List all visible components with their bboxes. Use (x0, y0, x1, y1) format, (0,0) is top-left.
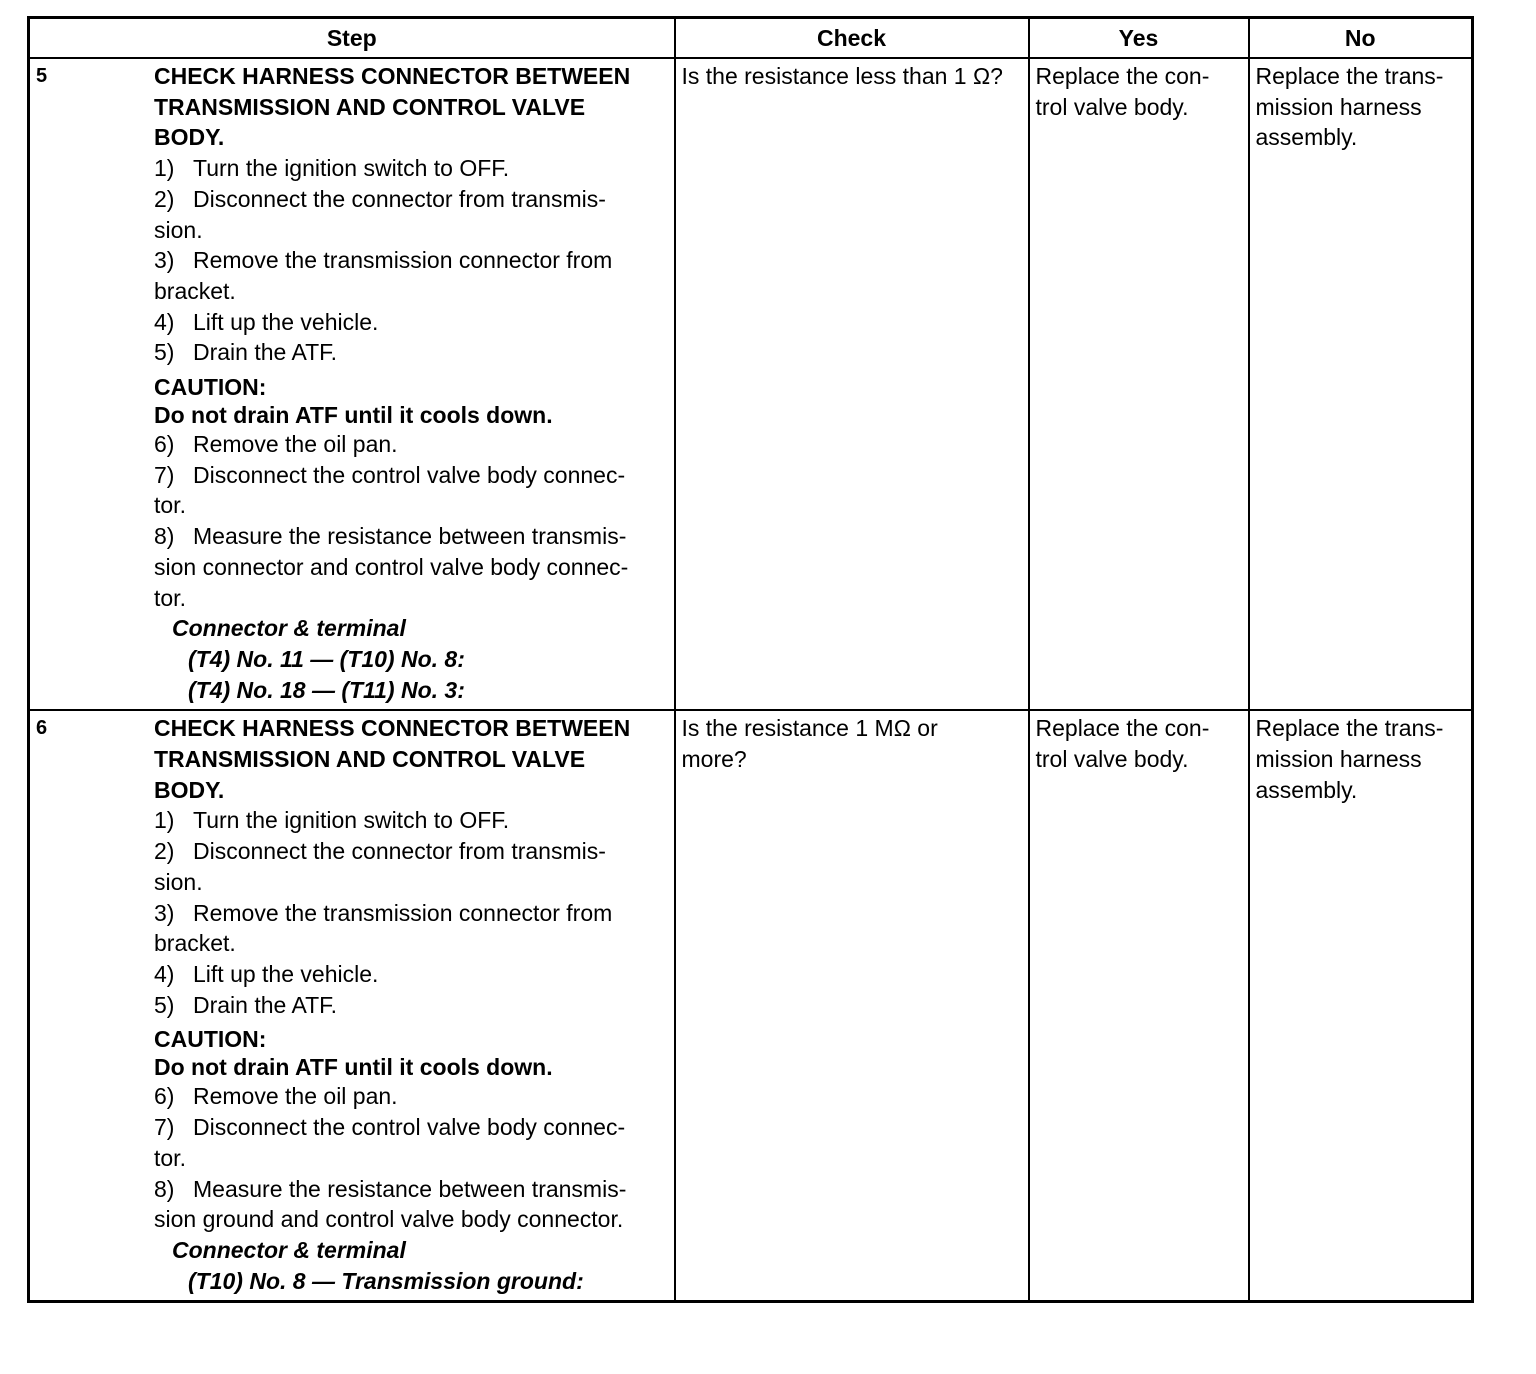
yes-cell-line: trol valve body. (1035, 746, 1189, 773)
step-title-line: CHECK HARNESS CONNECTOR BETWEEN (154, 63, 631, 89)
step-title-line: CHECK HARNESS CONNECTOR BETWEEN (154, 715, 631, 742)
table-row (29, 710, 1473, 1301)
caution-line: CAUTION: (154, 374, 267, 401)
no-cell (1249, 58, 1473, 710)
step-body (154, 711, 674, 1300)
procedure-item-number: 4) (154, 960, 175, 987)
procedure-item-continuation: tor. (154, 584, 186, 611)
procedure-item-text: Drain the ATF. (193, 339, 338, 366)
procedure-item-text: Lift up the vehicle. (193, 308, 379, 335)
table-row (29, 58, 1473, 710)
header-no: No (1249, 18, 1473, 59)
procedure-item-number: 7) (154, 1114, 175, 1141)
procedure-item-text: Turn the ignition switch to OFF. (193, 807, 510, 834)
procedure-item-continuation: tor. (154, 492, 186, 519)
procedure-item-continuation: bracket. (154, 277, 236, 304)
procedure-item (154, 245, 668, 306)
procedure-item-text: Remove the oil pan. (193, 431, 398, 458)
check-cell-line: more? (681, 746, 747, 773)
procedure-item-number: 3) (154, 247, 175, 274)
caution-line: Do not drain ATF until it cools down. (154, 402, 553, 429)
procedure-item-text: Measure the resistance between transmis- (193, 1175, 627, 1202)
connector-title: Connector & terminal (172, 1236, 406, 1263)
procedure-item-text: Disconnect the connector from transmis- (193, 838, 606, 865)
yes-cell-text (1030, 711, 1248, 774)
procedure-item (154, 1112, 668, 1173)
procedure-item-continuation: bracket. (154, 930, 236, 957)
no-cell-line: mission harness (1255, 746, 1422, 773)
yes-cell-line: trol valve body. (1035, 93, 1189, 120)
header-yes: Yes (1029, 18, 1249, 59)
procedure-item-continuation: sion. (154, 216, 203, 243)
check-cell (675, 710, 1029, 1301)
step-title-line: BODY. (154, 776, 225, 803)
procedure-item-text: Remove the oil pan. (193, 1083, 398, 1110)
procedure-item-text: Remove the transmission connector from (193, 899, 613, 926)
no-cell (1249, 710, 1473, 1301)
no-cell-line: assembly. (1255, 776, 1358, 803)
procedure-item-text: Disconnect the control valve body connec- (193, 461, 626, 488)
procedure-item-continuation: sion connector and control valve body connec- (154, 553, 629, 580)
step-cell (29, 710, 675, 1301)
connector-line: (T4) No. 11 — (T10) No. 8: (188, 645, 465, 672)
procedure-item (154, 990, 668, 1021)
no-cell-line: assembly. (1255, 124, 1358, 151)
procedure-item-number: 7) (154, 461, 175, 488)
procedure-item-number: 4) (154, 308, 175, 335)
check-cell-text (676, 59, 1028, 92)
caution-block (154, 373, 668, 429)
procedure-item-text: Measure the resistance between transmis- (193, 523, 627, 550)
step-title-line: TRANSMISSION AND CONTROL VALVE (154, 746, 586, 773)
table-header-row (29, 18, 1473, 59)
procedure-item-number: 2) (154, 185, 175, 212)
procedure-item-text: Disconnect the connector from transmis- (193, 185, 606, 212)
step-title-line: TRANSMISSION AND CONTROL VALVE (154, 93, 586, 120)
step-number: 5 (36, 65, 48, 87)
procedure-item (154, 460, 668, 521)
check-cell-line: Is the resistance 1 MΩ or (681, 715, 938, 742)
procedure-item-number: 6) (154, 1083, 175, 1110)
step-title-line: BODY. (154, 124, 225, 151)
procedure-item-continuation: sion. (154, 868, 203, 895)
procedure-item (154, 153, 668, 184)
yes-cell-text (1030, 59, 1248, 122)
procedure-item (154, 805, 668, 836)
procedure-item-number: 1) (154, 807, 175, 834)
table-body (29, 58, 1473, 1302)
procedure-item-number: 5) (154, 339, 175, 366)
no-cell-line: mission harness (1255, 93, 1422, 120)
no-cell-line: Replace the trans- (1255, 715, 1444, 742)
yes-cell-line: Replace the con- (1035, 715, 1210, 742)
procedure-item-continuation: tor. (154, 1144, 186, 1171)
no-cell-text (1250, 711, 1472, 805)
check-cell-text (676, 711, 1028, 774)
procedure-item-number: 5) (154, 991, 175, 1018)
procedure-item (154, 959, 668, 990)
yes-cell-line: Replace the con- (1035, 63, 1210, 89)
yes-cell (1029, 710, 1249, 1301)
procedure-item (154, 521, 668, 613)
no-cell-line: Replace the trans- (1255, 63, 1444, 89)
yes-cell (1029, 58, 1249, 710)
procedure-item (154, 836, 668, 897)
diagnostic-table (27, 16, 1474, 1303)
procedure-item-continuation: sion ground and control valve body connector. (154, 1206, 624, 1233)
header-check: Check (675, 18, 1029, 59)
step-number: 6 (36, 717, 48, 740)
procedure-item-text: Disconnect the control valve body connec- (193, 1114, 626, 1141)
step-cell (29, 58, 675, 710)
procedure-item (154, 184, 668, 245)
procedure-item-text: Turn the ignition switch to OFF. (193, 155, 510, 182)
caution-line: Do not drain ATF until it cools down. (154, 1054, 553, 1081)
caution-block (154, 1025, 668, 1081)
step-body (154, 59, 674, 709)
procedure-item (154, 1081, 668, 1112)
procedure-item-text: Remove the transmission connector from (193, 247, 613, 274)
procedure-item (154, 307, 668, 338)
check-cell (675, 58, 1029, 710)
caution-line: CAUTION: (154, 1026, 267, 1053)
procedure-item-number: 2) (154, 838, 175, 865)
procedure-item (154, 1174, 668, 1235)
procedure-item-number: 8) (154, 1175, 175, 1202)
procedure-item-number: 1) (154, 155, 175, 182)
check-cell-line: Is the resistance less than 1 Ω? (681, 63, 1003, 89)
header-step: Step (29, 18, 675, 59)
no-cell-text (1250, 59, 1472, 153)
connector-line: (T4) No. 18 — (T11) No. 3: (188, 676, 465, 703)
procedure-item-number: 6) (154, 431, 175, 458)
procedure-item-number: 3) (154, 899, 175, 926)
connector-line: (T10) No. 8 — Transmission ground: (188, 1267, 584, 1294)
procedure-item-text: Drain the ATF. (193, 991, 338, 1018)
procedure-item (154, 898, 668, 959)
procedure-item (154, 337, 668, 368)
connector-title: Connector & terminal (172, 615, 406, 642)
procedure-item (154, 429, 668, 460)
procedure-item-number: 8) (154, 523, 175, 550)
procedure-item-text: Lift up the vehicle. (193, 960, 379, 987)
